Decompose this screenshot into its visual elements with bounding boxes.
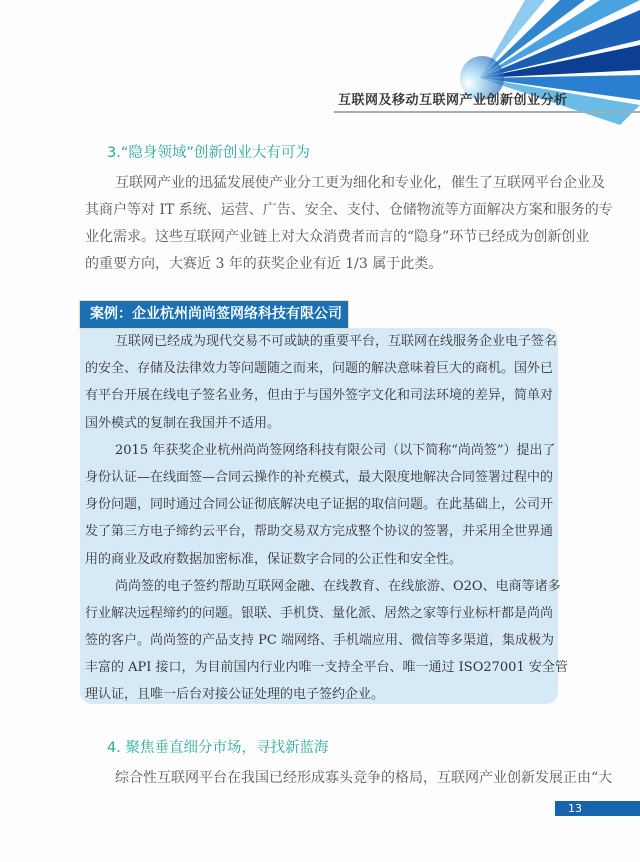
text-line: 互联网已经成为现代交易不可或缺的重要平台，互联网在线服务企业电子签名 [115, 334, 558, 349]
text-line: 国外模式的复制在我国并不适用。 [85, 415, 281, 431]
text-line: 的安全、存储及法律效力等问题随之而来，问题的解决意味着巨大的商机。国外已 [85, 361, 554, 377]
text-line: 发了第三方电子缔约云平台，帮助交易双方完成整个协议的签署，并采用全世界通 [85, 524, 554, 540]
text-line: 身份认证—在线面签—合同云操作的补充模式，最大限度地解决合同签署过程中的 [85, 469, 554, 485]
text-line: 签的客户。尚尚签的产品支持 PC 端网络、手机端应用、微信等多渠道，集成极为 [85, 633, 554, 649]
text-line: 其商户等对 IT 系统、运营、广告、安全、支付、仓储物流等方面解决方案和服务的专 [85, 202, 613, 218]
running-header-title: 互联网及移动互联网产业创新创业分析 [338, 93, 568, 108]
section-3-heading: 3.“隐身领域”创新创业大有可为 [107, 145, 310, 161]
text-line: 业化需求。这些互联网产业链上对大众消费者而言的“隐身”环节已经成为创新创业 [85, 229, 590, 245]
text-line: 理认证，且唯一后台对接公证处理的电子签约企业。 [85, 687, 385, 703]
text-line: 的重要方向，大赛近 3 年的获奖企业有近 1/3 属于此类。 [85, 256, 443, 272]
text-line: 用的商业及政府数据加密标准，保证数字合同的公正性和安全性。 [85, 551, 463, 567]
text-line: 综合性互联网平台在我国已经形成寡头竞争的格局，互联网产业创新发展正由“大 [115, 770, 613, 786]
text-line: 丰富的 API 接口，为目前国内行业内唯一支持全平台、唯一通过 ISO27001 安全管 [85, 660, 568, 676]
text-line: 尚尚签的电子签约帮助互联网金融、在线教育、在线旅游、O2O、电商等诸多 [115, 578, 561, 594]
section-3-paragraph [85, 170, 613, 278]
text-line: 互联网产业的迅猛发展使产业分工更为细化和专业化，催生了互联网平台企业及 [115, 175, 605, 191]
text-line: 2015 年获奖企业杭州尚尚签网络科技有限公司（以下简称“尚尚签”）提出了 [115, 442, 556, 458]
page-number: 13 [555, 801, 640, 816]
header-rule [334, 111, 640, 113]
case-study-label: 案例：企业杭州尚尚签网络科技有限公司 [80, 301, 348, 328]
text-line: 身份问题，同时通过合同公证彻底解决电子证据的取信问题。在此基础上，公司开 [85, 497, 554, 513]
section-4-heading: 4. 聚焦垂直细分市场，寻找新蓝海 [107, 740, 329, 756]
text-line: 有平台开展在线电子签名业务，但由于与国外签字文化和司法环境的差异，简单对 [85, 388, 554, 404]
case-study-text [85, 328, 568, 709]
section-4-paragraph [85, 765, 613, 792]
text-line: 行业解决远程缔约的问题。银联、手机贷、量化派、居然之家等行业标杆都是尚尚 [85, 605, 554, 621]
